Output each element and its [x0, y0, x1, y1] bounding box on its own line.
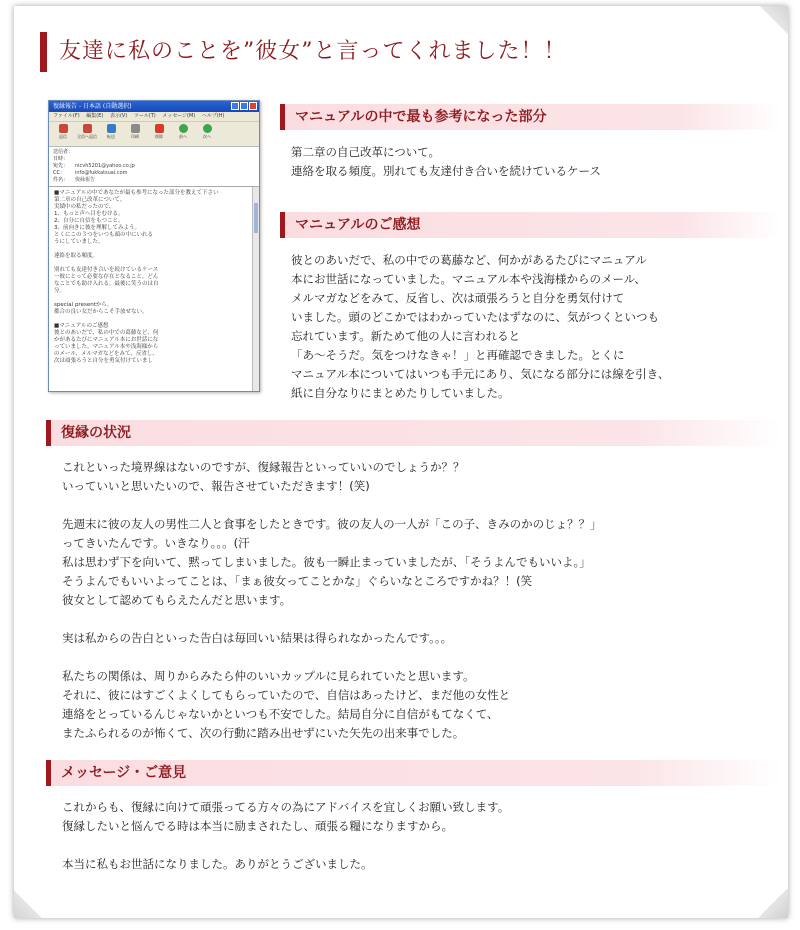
menu-tools: ツール(T)	[133, 113, 156, 119]
down-arrow-icon	[203, 124, 212, 133]
page-curl-top-right	[760, 6, 788, 34]
forward-icon	[107, 124, 116, 133]
menu-file: ファイル(F)	[53, 113, 80, 119]
up-arrow-icon	[179, 124, 188, 133]
header-label: 件名：	[53, 177, 69, 183]
email-body-text: ■マニュアルの中であなたが最も参考になった部分を教えて下さい 第二章の自己改革について。 実績中の私だったので、 1、もっと声へ目をむける。 2、自分に自信をもつこと。 3、前向きに彼を理解してみよう。 とくにこの３つをいつも頭の中にいれる うにしていました。 連絡を取る頻度。 別れても友達付き合いを続けているケース 一彼にとって必要な存在となること。どん なことでも助け入れる。最後に笑うのは自 分。 special presentから。 都合の良い女だからこそ手放せない。 ■マニュアルのご感想 彼とのあいだで、私の中での葛藤など、何 かがあるたびにマニュアル本にお世話にな っていました。マニュアル本や浅海様から のメール、メルマガなどをみて、反省し、 次は頑張ろうと自分を勇気付けていまし	[54, 190, 219, 364]
next-tool	[197, 124, 217, 144]
next-tool-label: 次へ	[203, 134, 211, 139]
menu-edit: 編集(E)	[86, 113, 104, 119]
email-toolbar	[49, 122, 259, 147]
status-text: これといった境界線はないのですが、復縁報告といっていいのでしょうか？？ いっていいと思いたいので、報告させていただきます！(笑) 先週末に彼の友人の男性二人と食事をしたときです。彼の友人の一人が「この子、きみのかのじょ？？」 ってきいたんです。いきなり。。。(汗 私は思わず下を向いて、黙ってしまいました。彼も一瞬止まっていましたが、「そうよんでもいいよ。」 そうよんでもいいよってことは、「まぁ彼女ってことかな」ぐらいなところですかね？！(笑 彼女として認めてもらえたんだと思います。 実は私からの告白といった告白は毎回いい結果は得られなかったんです。。。 私たちの関係は、周りからみたら仲のいいカップルに見られていたと思います。 それに、彼にはすごくよくしてもらっていたので、自信はあったけど、まだ他の女性と 連絡をとっているんじゃないかといつも不安でした。結局自分に自信がもてなくて、 またふられるのが怖くて、次の行動に踏み出せずにいた矢先の出来事でした。	[62, 460, 602, 740]
previous-tool-label: 前へ	[179, 134, 187, 139]
scroll-thumb	[254, 203, 258, 233]
reply-icon	[59, 124, 68, 133]
page-curl-bottom-right	[758, 888, 788, 918]
email-menubar	[49, 112, 259, 122]
previous-tool	[173, 124, 193, 144]
section-body-message	[62, 798, 762, 874]
forward-tool-label: 転送	[107, 134, 115, 139]
print-tool	[125, 124, 145, 144]
section-heading-impressions: マニュアルのご感想	[280, 212, 781, 238]
maximize-icon	[240, 102, 248, 110]
header-label: 日時：	[53, 156, 69, 162]
email-body	[49, 187, 259, 392]
forward-tool	[101, 124, 121, 144]
header-value: info@fukkatsuai.com	[75, 170, 128, 176]
message-text: これからも、復縁に向けて頑張ってる方々の為にアドバイスを宜しくお願い致します。 復縁したいと悩んでる時は本当に励まされたし、頑張る糧になりますから。 本当に私もお世話になりました。ありがとうございました。	[62, 800, 510, 871]
reply-tool	[53, 124, 73, 144]
menu-help: ヘルプ(H)	[201, 113, 225, 119]
reply-tool-label: 返信	[59, 134, 67, 139]
header-value: nicvh5201@yahoo.co.jp	[75, 163, 135, 169]
reference-text: 第二章の自己改革について。 連絡を取る頻度。別れても友達付き合いを続けているケース	[291, 145, 601, 178]
printer-icon	[131, 124, 140, 133]
header-label: 送信者：	[53, 149, 74, 155]
email-window-title: 復縁報告 - 日本語 (自動選択)	[53, 103, 132, 110]
header-label: CC：	[53, 170, 65, 176]
header-row-subject	[53, 177, 255, 184]
delete-x-icon	[155, 124, 164, 133]
section-body-status	[62, 458, 762, 743]
email-scrollbar	[252, 187, 259, 392]
reply-all-icon	[83, 124, 92, 133]
header-label: 宛先：	[53, 163, 69, 169]
header-row-from	[53, 149, 255, 156]
impressions-text: 彼とのあいだで、私の中での葛藤など、何かがあるたびにマニュアル 本にお世話になっていました。マニュアル本や浅海様からのメール、 メルマガなどをみて、反省し、次は頑張ろうと自分を勇気付けて いました。頭のどこかではわかっていたはずなのに、気がつくといつも 忘れています。新ためて他の人に言われると 「あ～そうだ。気をつけなきゃ！」と再確認できました。とくに マニュアル本についてはいつも手元にあり、気になる部分には線を引き、 紙に自分なりにまとめたりしていました。	[291, 253, 670, 400]
minimize-icon	[231, 102, 239, 110]
print-tool-label: 印刷	[131, 134, 139, 139]
header-row-cc	[53, 170, 255, 177]
page-curl-bottom-left	[14, 890, 42, 918]
section-heading-status: 復縁の状況	[46, 420, 781, 446]
window-controls	[230, 102, 257, 114]
section-heading-reference: マニュアルの中で最も参考になった部分	[280, 104, 781, 130]
header-value: 復縁報告	[75, 177, 96, 183]
page-title: 友達に私のことを”彼女”と言ってくれました！！	[40, 32, 567, 72]
reply-all-tool-label: 全員へ返信	[77, 134, 97, 139]
section-body-reference	[291, 143, 761, 181]
email-screenshot-image	[48, 100, 260, 392]
reply-all-tool	[77, 124, 97, 144]
close-icon	[249, 102, 257, 110]
section-body-impressions	[291, 251, 761, 403]
delete-tool	[149, 124, 169, 144]
section-heading-message: メッセージ・ご意見	[46, 760, 781, 786]
header-row-to	[53, 163, 255, 170]
email-headers	[49, 147, 259, 187]
menu-view: 表示(V)	[109, 113, 128, 119]
delete-tool-label: 削除	[155, 134, 163, 139]
email-window-titlebar	[49, 101, 259, 112]
header-row-date	[53, 156, 255, 163]
menu-message: メッセージ(M)	[162, 113, 196, 119]
